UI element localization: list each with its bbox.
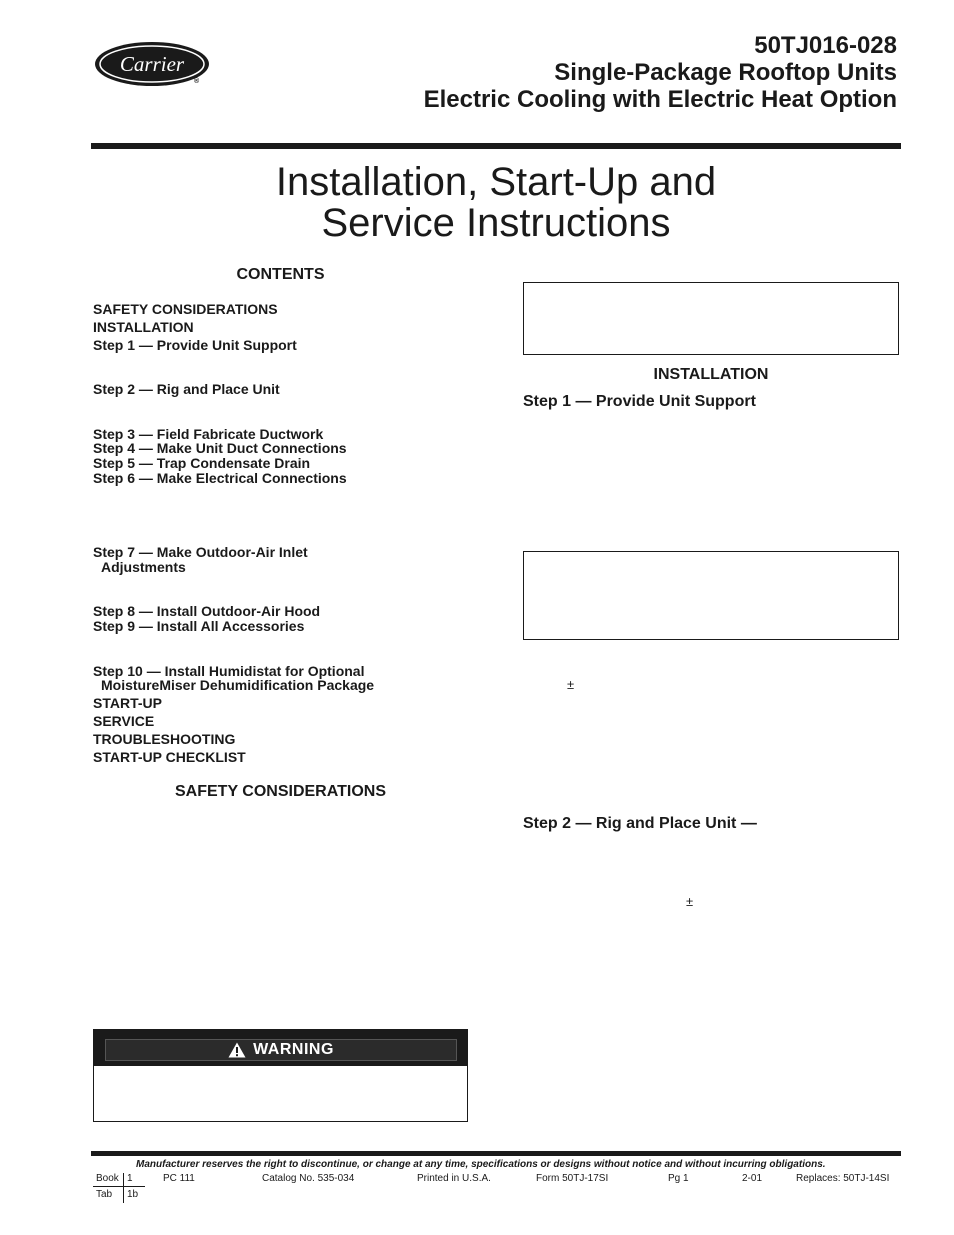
toc-item[interactable]: Step 3 — Field Fabricate Ductwork (93, 426, 324, 442)
toc-item[interactable]: START-UP (93, 695, 162, 711)
toc-item[interactable]: SAFETY CONSIDERATIONS (93, 301, 278, 317)
header-rule (91, 143, 901, 149)
form-number: Form 50TJ-17SI (536, 1173, 609, 1184)
toc-item[interactable]: Step 8 — Install Outdoor-Air Hood (93, 603, 321, 619)
warning-header-band (94, 1030, 467, 1066)
pc-number: PC 111 (163, 1173, 195, 1184)
notice-box-top (523, 282, 899, 355)
toc-item[interactable]: START-UP CHECKLIST (93, 749, 246, 765)
contents-heading: CONTENTS (236, 266, 325, 283)
page-number: Pg 1 (668, 1173, 689, 1184)
toc-item[interactable]: SERVICE (93, 713, 155, 729)
notice-box-middle (523, 551, 899, 640)
catalog-number: Catalog No. 535-034 (262, 1173, 355, 1184)
toc-item[interactable]: Step 4 — Make Unit Duct Connections (93, 440, 347, 456)
replaces-form: Replaces: 50TJ-14SI (796, 1173, 890, 1184)
toc-item[interactable]: TROUBLESHOOTING (93, 731, 236, 747)
header-line-2: Electric Cooling with Electric Heat Option (423, 86, 897, 113)
model-number: 50TJ016-028 (754, 32, 897, 59)
registered-mark: ® (194, 78, 200, 85)
title-line-2: Service Instructions (321, 201, 671, 245)
safety-considerations-heading: SAFETY CONSIDERATIONS (175, 783, 386, 800)
warning-label (105, 1039, 457, 1061)
tab-value: 1b (127, 1189, 139, 1200)
book-tab-divider (123, 1173, 124, 1203)
toc-item[interactable]: INSTALLATION (93, 319, 194, 335)
plus-minus-symbol: ± (567, 677, 575, 692)
toc-item[interactable]: Step 7 — Make Outdoor-Air Inlet (93, 544, 308, 560)
warning-box (93, 1029, 468, 1122)
page-title (0, 162, 954, 244)
toc-item[interactable]: Step 9 — Install All Accessories (93, 618, 305, 634)
installation-heading: INSTALLATION (653, 366, 769, 383)
svg-text:Carrier: Carrier (119, 52, 185, 76)
header-line-1: Single-Package Rooftop Units (554, 59, 897, 86)
footer-rule (91, 1151, 901, 1156)
tab-label: Tab (96, 1189, 113, 1200)
toc-item[interactable]: Step 6 — Make Electrical Connections (93, 470, 347, 486)
book-label: Book (96, 1173, 119, 1184)
toc-item-continuation[interactable]: MoistureMiser Dehumidification Package (101, 677, 375, 693)
warning-text: WARNING (253, 1041, 334, 1058)
title-line-1: Installation, Start-Up and (275, 160, 717, 204)
toc-item[interactable]: Step 2 — Rig and Place Unit (93, 381, 280, 397)
plus-minus-symbol: ± (686, 894, 694, 909)
warning-triangle-icon (228, 1042, 246, 1058)
toc-item[interactable]: Step 10 — Install Humidistat for Optional (93, 663, 365, 679)
document-header (424, 32, 897, 113)
book-value: 1 (127, 1173, 133, 1184)
toc-item-continuation[interactable]: Adjustments (101, 559, 186, 575)
step-2-heading: Step 2 — Rig and Place Unit — (523, 815, 757, 832)
footer-disclaimer: Manufacturer reserves the right to discontinue, or change at any time, specifications or designs without notice and without incurring obligations. (136, 1159, 826, 1170)
toc-item[interactable]: Step 1 — Provide Unit Support (93, 337, 297, 353)
book-tab-separator (93, 1186, 145, 1187)
date-code: 2-01 (742, 1173, 763, 1184)
step-1-heading: Step 1 — Provide Unit Support (523, 393, 756, 410)
printed-in: Printed in U.S.A. (417, 1173, 491, 1184)
toc-item[interactable]: Step 5 — Trap Condensate Drain (93, 455, 311, 471)
